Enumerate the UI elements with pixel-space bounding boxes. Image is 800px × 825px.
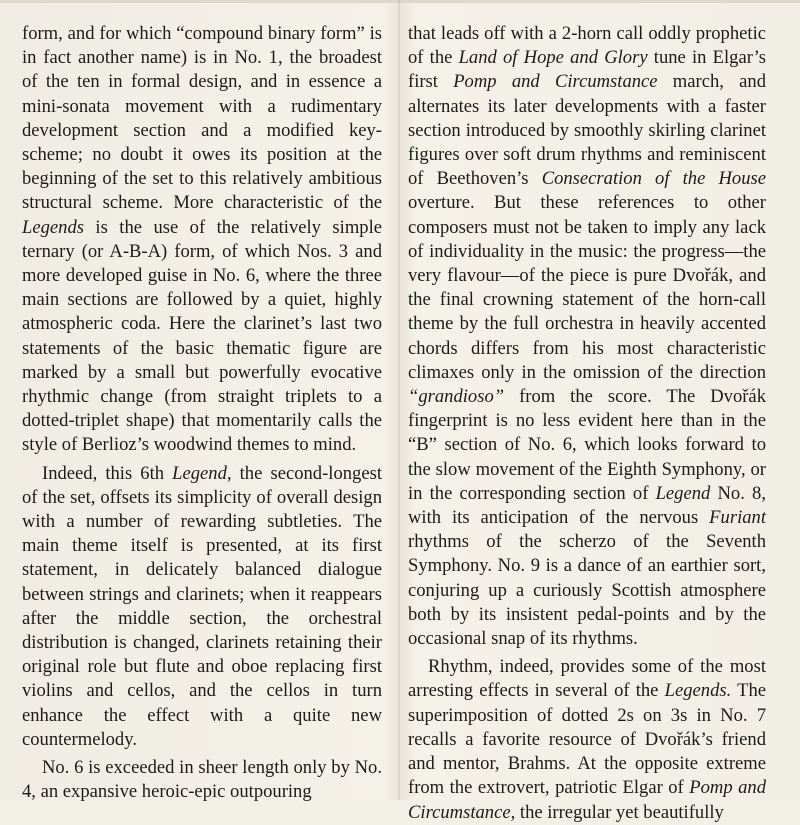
italic-run: Consecration of the House [541,168,766,190]
italic-run: Legends [22,216,84,238]
text-run: overture. But these references to other composers must not be taken to imply any lack of individuality in the music: the progress—the very flavour—of the piece is pure Dvořák, and the final crowning statement of the horn-call theme by the full orchestra in heavily accented chords differs from his most characteristic climaxes only in the omission of the direction [408,192,766,383]
text-run: No. 6 is exceeded in sheer length only by No. 4, an expansive heroic-epic outpouring [22,757,382,803]
text-run: The superimposition of dotted 2s on 3s in No. 7 recalls a favorite resource of Dvořák’s friend and mentor, Brahms. At the opposite extreme from the extrovert, patriotic Elgar of [408,680,766,799]
text-run: rhythms of the scherzo of the Seventh Symphony. No. 9 is a dance of an earthier sort, conjuring up a curiously Scottish atmosphere both by its insistent pedal-points and by the occasional snap of its rhythms. [408,531,766,650]
text-run: Rhythm, indeed, provides some of the most arresting effects in several of the [408,656,766,702]
text-run: No. 8, with its anticipation of the nervous [408,482,766,529]
text-run: that leads off with a 2-horn call oddly prophetic of the [408,23,766,69]
text-run: the irregular yet beautifully [515,801,724,823]
italic-run: Pomp and Circumstance, [408,777,766,823]
text-run: Indeed, this 6th [42,462,173,484]
italic-run: Pomp and Circumstance [453,71,658,93]
paragraph [22,756,382,804]
right-text-column [408,22,766,825]
italic-run: Legends. [664,680,732,702]
paragraph [22,22,382,458]
italic-run: Furiant [709,507,766,529]
italic-run: Legend [655,482,711,504]
italic-run: Land of Hope and Glory [458,47,648,69]
page-edge [0,0,800,3]
text-run: the second-longest of the set, offsets its simplicity of overall design with a number of rewarding subtleties. The main theme itself is presented, at its first statement, in delicately balanced dialogue between strings and clarinets; when it reappears after the middle section, the orchestral distribution is changed, clarinets retaining their original role but flute and oboe replacing first violins and cellos, and the cellos in turn enhance the effect with a quite new countermelody. [22,462,382,750]
text-run: march, and alternates its later developments with a faster section introduced by smoothly skirling clarinet figures over soft drum rhythms and reminiscent of Beethoven’s [408,71,766,190]
text-run: tune in Elgar’s first [408,47,766,93]
text-run: from the score. The Dvořák fingerprint is no less evident here than in the “B” section of No. 6, which looks forward to the slow movement of the Eighth Symphony, or in the corresponding section of [408,386,766,504]
italic-run: “grandioso” [408,386,505,408]
text-run: form, and for which “compound binary form” is in fact another name) is in No. 1, the broadest of the ten in formal design, and in essence a mini-sonata movement with a rudimentary development section and a modified key-scheme; no doubt it owes its position at the beginning of the set to this relatively ambitious structural scheme. More characteristic of the [22,23,382,214]
page-fold [398,0,400,800]
paragraph [408,22,766,651]
left-text-column [22,22,382,805]
paragraph [408,655,766,824]
text-run: is the use of the relatively simple ternary (or A-B-A) form, of which Nos. 3 and more developed guise in No. 6, where the three main sections are followed by a quiet, highly atmospheric coda. Here the clarinet’s last two statements of the basic thematic figure are marked by a small but powerfully evocative rhythmic change (from straight triplets to a dotted-triplet shape) that momentarily calls the style of Berlioz’s woodwind themes to mind. [22,216,382,456]
italic-run: Legend, [172,462,232,484]
paragraph [22,462,382,752]
